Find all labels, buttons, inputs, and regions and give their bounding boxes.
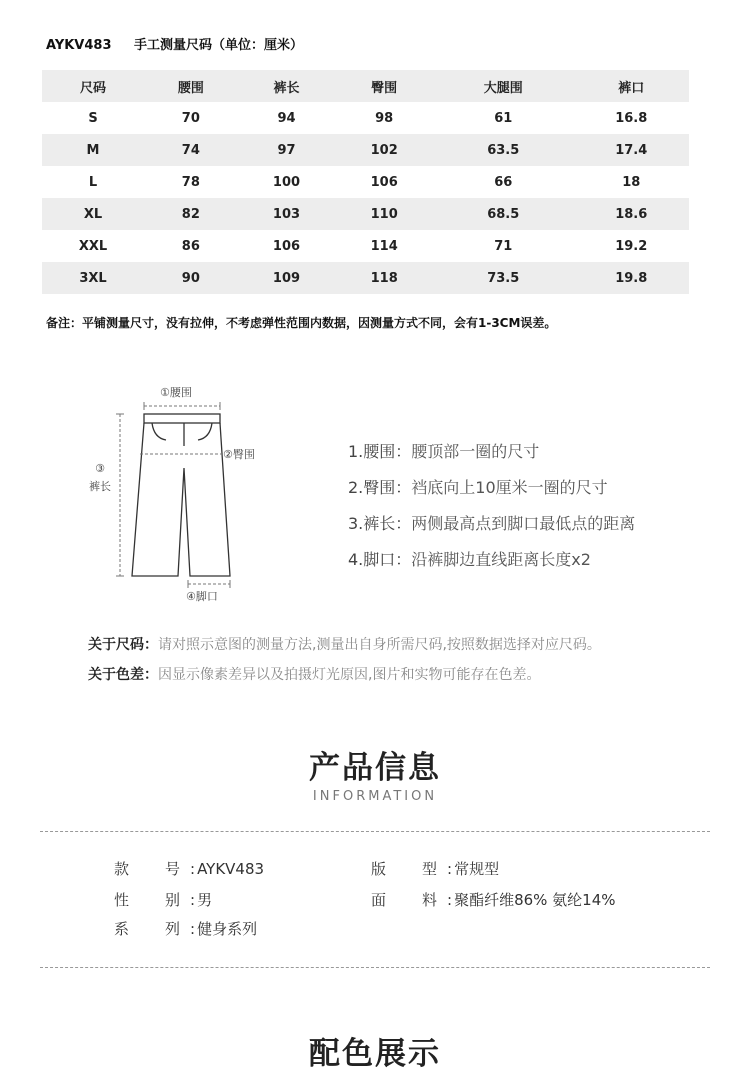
length-text: 裤长 — [89, 480, 111, 493]
product-info-title: 产品信息 — [309, 750, 441, 786]
measurement-desc: 裆底向上10厘米一圈的尺寸 — [411, 478, 608, 497]
table-row — [42, 166, 689, 198]
waist-label: ①腰围 — [160, 386, 192, 399]
table-cell: 61 — [494, 110, 513, 126]
info-item: 款号 : AYKV483 — [114, 860, 265, 878]
about-key: 关于尺码： — [88, 637, 158, 653]
table-row — [42, 134, 689, 166]
info-value: AYKV483 — [197, 860, 265, 878]
info-value: 常规型 — [454, 860, 500, 878]
table-cell: 19.8 — [615, 270, 648, 286]
info-label: 版型 — [371, 860, 437, 878]
measurement-item — [348, 512, 635, 548]
measurement-note: 备注：平铺测量尺寸，没有拉伸，不考虑弹性范围内数据，因测量方式不同，会有1-3CM误差。 — [46, 316, 557, 330]
table-cell: 3XL — [79, 270, 107, 286]
divider-bottom — [40, 967, 710, 968]
table-cell: 103 — [272, 206, 301, 222]
table-cell: 106 — [370, 174, 398, 190]
table-cell: 114 — [370, 238, 398, 254]
table-cell: XXL — [78, 238, 108, 254]
table-row — [42, 102, 689, 134]
pants-diagram — [80, 376, 280, 612]
table-cell: 16.8 — [615, 110, 648, 126]
hip-label: ②臀围 — [223, 448, 255, 461]
table-cell: L — [88, 174, 98, 190]
measurement-key: 4.脚口： — [348, 550, 412, 569]
size-chart-heading — [46, 34, 303, 53]
about-key: 关于色差： — [88, 667, 158, 683]
about-text: 因显示像素差异以及拍摄灯光原因,图片和实物可能存在色差。 — [158, 667, 541, 683]
table-cell: 70 — [181, 110, 200, 126]
table-cell: 78 — [181, 174, 200, 190]
info-label: 面料 — [371, 891, 437, 909]
measurement-key: 3.裤长： — [348, 514, 412, 533]
table-cell: 19.2 — [615, 238, 648, 254]
measurement-desc: 沿裤脚边直线距离长度x2 — [411, 550, 591, 569]
info-item: 性别 : 男 — [114, 891, 213, 909]
table-cell: 102 — [370, 142, 398, 158]
table-cell: 74 — [181, 142, 200, 158]
table-cell: XL — [83, 206, 103, 222]
info-item: 版型 : 常规型 — [371, 860, 500, 878]
info-value: 聚酯纤维86% 氨纶14% — [454, 891, 616, 909]
measurement-item — [348, 440, 635, 476]
table-row — [42, 230, 689, 262]
table-cell: 110 — [370, 206, 398, 222]
length-label — [82, 460, 118, 496]
column-header: 裤口 — [618, 80, 645, 96]
info-value: 男 — [197, 891, 213, 909]
table-cell: 90 — [181, 270, 200, 286]
about-text: 请对照示意图的测量方法,测量出自身所需尺码,按照数据选择对应尺码。 — [158, 637, 601, 653]
info-label: 款号 — [114, 860, 180, 878]
table-header-row — [42, 70, 689, 102]
table-cell: 86 — [181, 238, 200, 254]
table-cell: 100 — [272, 174, 301, 190]
table-cell: 109 — [272, 270, 301, 286]
hem-label: ④脚口 — [186, 590, 218, 603]
table-cell: 94 — [277, 110, 296, 126]
table-cell: 118 — [370, 270, 398, 286]
about-notes — [88, 634, 601, 694]
table-cell: M — [86, 142, 100, 158]
product-code: AYKV483 — [46, 38, 112, 53]
size-table — [42, 70, 689, 294]
info-value: 健身系列 — [197, 920, 258, 938]
table-cell: 18.6 — [615, 206, 648, 222]
table-cell: 106 — [272, 238, 301, 254]
table-row — [42, 198, 689, 230]
table-row — [42, 262, 689, 294]
table-cell: 71 — [494, 238, 513, 254]
info-item: 系列 : 健身系列 — [114, 920, 258, 938]
table-cell: 17.4 — [615, 142, 648, 158]
column-header: 尺码 — [80, 80, 107, 96]
measurement-guide — [348, 440, 635, 584]
column-header: 腰围 — [177, 80, 204, 96]
color-section-title: 配色展示 — [309, 1036, 441, 1072]
column-header: 臀围 — [371, 80, 398, 96]
measurement-key: 2.臀围： — [348, 478, 412, 497]
table-cell: 82 — [181, 206, 200, 222]
table-cell: 97 — [277, 142, 296, 158]
column-header: 大腿围 — [483, 80, 523, 96]
table-cell: 66 — [494, 174, 513, 190]
about-size-note — [88, 634, 601, 664]
measurement-key: 1.腰围： — [348, 442, 412, 461]
table-cell: 63.5 — [487, 142, 520, 158]
divider-top — [40, 831, 710, 832]
length-number: ③ — [95, 462, 105, 475]
measurement-item — [348, 548, 635, 584]
product-info-subtitle: INFORMATION — [312, 789, 438, 804]
table-cell: 18 — [622, 174, 641, 190]
table-cell: 68.5 — [487, 206, 520, 222]
about-color-note — [88, 664, 601, 694]
measurement-desc: 腰顶部一圈的尺寸 — [411, 442, 540, 461]
table-cell: 73.5 — [487, 270, 520, 286]
info-label: 性别 — [114, 891, 180, 909]
table-cell: S — [88, 110, 98, 126]
info-label: 系列 — [114, 920, 180, 938]
measurement-item — [348, 476, 635, 512]
measurement-desc: 两侧最高点到脚口最低点的距离 — [411, 514, 636, 533]
column-header: 裤长 — [273, 80, 300, 96]
size-chart-title: 手工测量尺码（单位：厘米） — [134, 38, 304, 53]
table-cell: 98 — [375, 110, 394, 126]
info-item: 面料 : 聚酯纤维86% 氨纶14% — [371, 891, 616, 909]
